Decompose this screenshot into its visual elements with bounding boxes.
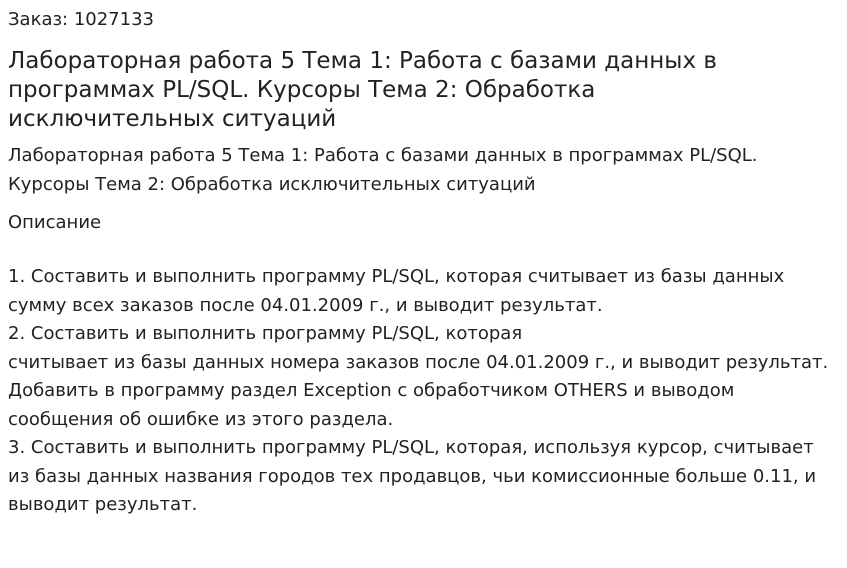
work-subtitle: Лабораторная работа 5 Тема 1: Работа с базами данных в программах PL/SQL. Курсоры Тема 2: Обработка исключительных ситуаций [8,145,758,195]
task-1: 1. Составить и выполнить программу PL/SQL, которая считывает из базы данных сумму всех заказов после 04.01.2009 г., и выводит результат. [8,266,785,316]
description-body [8,263,839,520]
task-2-intro: 2. Составить и выполнить программу PL/SQL, которая [8,323,523,344]
task-3: 3. Составить и выполнить программу PL/SQL, которая, используя курсор, считывает из базы данных названия городов тех продавцов, чьи комиссионные больше 0.11, и выводит результат. [8,437,817,515]
description-heading: Описание [8,212,102,233]
page-title: Лабораторная работа 5 Тема 1: Работа с базами данных в программах PL/SQL. Курсоры Тема 2: Обработка исключительных ситуаций [8,48,717,132]
task-2-body: считывает из базы данных номера заказов после 04.01.2009 г., и выводит результат. Добавить в программу раздел Exception с обработчиком OTHERS и выводом сообщения об ошибке из этого раздела. [8,351,829,430]
order-number: Заказ: 1027133 [8,9,154,30]
